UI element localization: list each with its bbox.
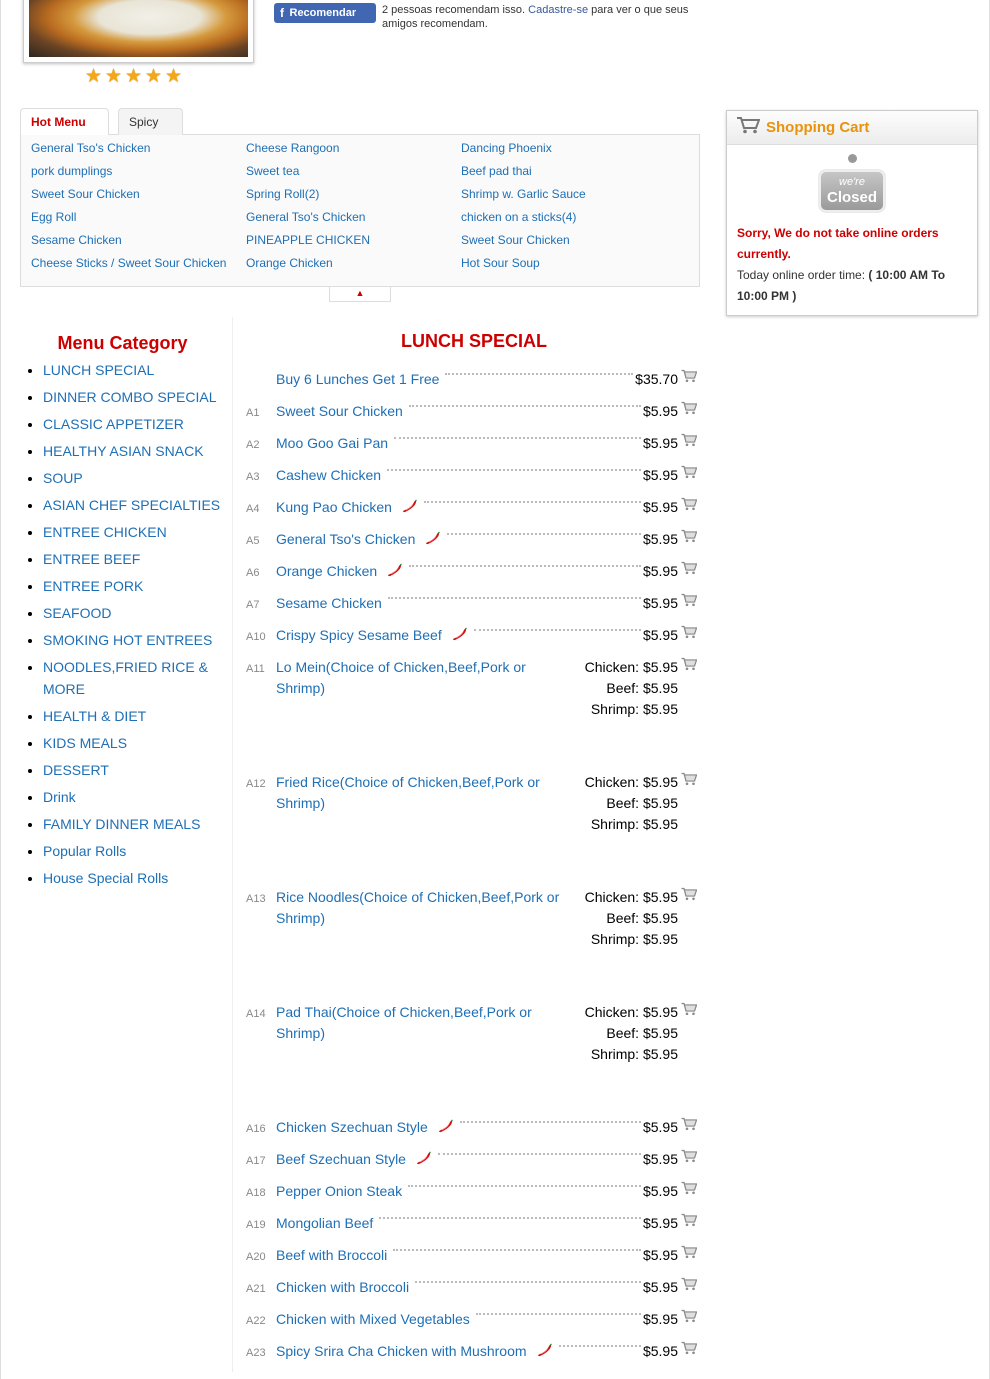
item-name: Mongolian Beef bbox=[276, 1215, 374, 1231]
item-code: A20 bbox=[246, 1251, 266, 1263]
add-to-cart-icon[interactable] bbox=[681, 625, 697, 639]
shopping-cart-icon bbox=[736, 116, 760, 139]
item-code: A5 bbox=[246, 535, 260, 547]
item-name-link[interactable] bbox=[276, 529, 447, 550]
category-list-item bbox=[43, 759, 228, 781]
hot-menu-item[interactable]: Orange Chicken bbox=[246, 256, 333, 270]
star-icon[interactable]: ★ bbox=[125, 66, 143, 87]
category-link[interactable]: SMOKING HOT ENTREES bbox=[43, 632, 213, 648]
menu-item-row bbox=[244, 882, 700, 997]
item-name: Chicken with Mixed Vegetables bbox=[276, 1311, 470, 1327]
item-price: $5.95 bbox=[641, 1277, 678, 1298]
category-link[interactable]: House Special Rolls bbox=[43, 870, 169, 886]
category-list-item bbox=[43, 467, 228, 489]
hot-menu-item[interactable]: chicken on a sticks(4) bbox=[461, 210, 577, 224]
item-code: A1 bbox=[246, 407, 260, 419]
add-to-cart-icon[interactable] bbox=[681, 772, 697, 786]
hot-menu-item[interactable]: pork dumplings bbox=[31, 164, 113, 178]
add-to-cart-icon[interactable] bbox=[681, 593, 697, 607]
item-name: Sesame Chicken bbox=[276, 595, 382, 611]
item-name-link[interactable] bbox=[276, 401, 409, 422]
dot-leader bbox=[460, 1121, 641, 1123]
menu-item-row bbox=[244, 556, 700, 588]
item-name-link[interactable] bbox=[276, 625, 474, 646]
menu-item-row bbox=[244, 1112, 700, 1144]
hot-menu-item[interactable]: Sweet tea bbox=[246, 164, 300, 178]
hot-menu-item[interactable]: Cheese Rangoon bbox=[246, 141, 340, 155]
item-price-option: Beef: $5.95 bbox=[606, 795, 678, 811]
category-list-item bbox=[43, 359, 228, 381]
category-link[interactable]: SEAFOOD bbox=[43, 605, 112, 621]
item-name: Sweet Sour Chicken bbox=[276, 403, 403, 419]
item-name-link[interactable] bbox=[276, 497, 424, 518]
chili-pepper-icon bbox=[416, 1150, 432, 1164]
collapse-button[interactable] bbox=[329, 287, 391, 302]
category-list-item bbox=[43, 867, 228, 889]
hot-menu-item[interactable]: Cheese Sticks / Sweet Sour Chicken bbox=[31, 256, 227, 270]
item-price bbox=[568, 887, 678, 950]
category-link[interactable]: CLASSIC APPETIZER bbox=[43, 416, 184, 432]
dot-leader bbox=[387, 469, 641, 471]
item-price: $5.95 bbox=[641, 529, 678, 550]
category-list-item bbox=[43, 575, 228, 597]
add-to-cart-icon[interactable] bbox=[681, 1149, 697, 1163]
add-to-cart-icon[interactable] bbox=[681, 1277, 697, 1291]
item-price: $5.95 bbox=[641, 593, 678, 614]
category-list-item bbox=[43, 732, 228, 754]
item-name: Buy 6 Lunches Get 1 Free bbox=[276, 371, 440, 387]
item-name-link[interactable] bbox=[276, 433, 394, 454]
chili-pepper-icon bbox=[387, 562, 403, 576]
dot-leader bbox=[445, 373, 633, 375]
hot-menu-item[interactable]: General Tso's Chicken bbox=[246, 210, 366, 224]
dot-leader bbox=[415, 1281, 641, 1283]
item-price bbox=[568, 657, 678, 720]
category-list-item bbox=[43, 840, 228, 862]
category-link[interactable]: HEALTHY ASIAN SNACK bbox=[43, 443, 204, 459]
facebook-icon: f bbox=[280, 6, 284, 20]
item-price: $5.95 bbox=[641, 561, 678, 582]
hot-menu-item[interactable]: Dancing Phoenix bbox=[461, 141, 552, 155]
chili-pepper-icon bbox=[438, 1118, 454, 1132]
facebook-recommend bbox=[274, 3, 704, 31]
category-link[interactable]: HEALTH & DIET bbox=[43, 708, 147, 724]
item-price-option: Shrimp: $5.95 bbox=[590, 701, 678, 717]
item-name-link[interactable] bbox=[276, 1341, 559, 1362]
item-code: A23 bbox=[246, 1347, 266, 1359]
tab-hot-menu-label: Hot Menu bbox=[31, 115, 86, 129]
item-name-link[interactable] bbox=[276, 369, 445, 390]
category-link[interactable]: ENTREE CHICKEN bbox=[43, 524, 167, 540]
menu-category-list bbox=[43, 359, 228, 894]
item-name: Rice Noodles(Choice of Chicken,Beef,Pork or Shrimp) bbox=[276, 889, 560, 926]
fb-count-text: 2 pessoas recomendam isso. bbox=[382, 4, 526, 16]
category-link[interactable]: Popular Rolls bbox=[43, 843, 127, 859]
hot-menu-item[interactable]: Sweet Sour Chicken bbox=[31, 187, 140, 201]
item-name-link[interactable] bbox=[276, 465, 387, 486]
hot-menu-item[interactable]: Egg Roll bbox=[31, 210, 77, 224]
sign-board bbox=[819, 170, 885, 212]
category-link[interactable]: NOODLES,FRIED RICE & MORE bbox=[43, 659, 208, 697]
category-list-item bbox=[43, 786, 228, 808]
menu-item-row bbox=[244, 1304, 700, 1336]
item-code: A6 bbox=[246, 567, 260, 579]
menu-category-title: Menu Category bbox=[57, 333, 188, 353]
hot-menu-item[interactable]: PINEAPPLE CHICKEN bbox=[246, 233, 371, 247]
category-link[interactable]: ENTREE PORK bbox=[43, 578, 144, 594]
section-title: LUNCH SPECIAL bbox=[400, 331, 547, 351]
dot-leader bbox=[394, 437, 641, 439]
item-price: $5.95 bbox=[641, 1245, 678, 1266]
order-time-label: Today online order time: bbox=[737, 268, 866, 282]
item-code: A13 bbox=[246, 893, 266, 905]
hot-menu-item[interactable]: Sweet Sour Chicken bbox=[461, 233, 570, 247]
order-time bbox=[737, 265, 973, 307]
dot-leader bbox=[379, 1217, 641, 1219]
menu-item-row bbox=[244, 1208, 700, 1240]
item-name-link[interactable] bbox=[276, 1245, 393, 1266]
category-list-item bbox=[43, 602, 228, 624]
category-list-item bbox=[43, 629, 228, 651]
menu-category-sidebar bbox=[20, 317, 233, 1372]
item-code: A12 bbox=[246, 778, 266, 790]
menu-item-row bbox=[244, 997, 700, 1112]
add-to-cart-icon[interactable] bbox=[681, 401, 697, 415]
category-link[interactable]: DESSERT bbox=[43, 762, 109, 778]
item-name-link[interactable] bbox=[276, 772, 576, 814]
menu-item-row bbox=[244, 524, 700, 556]
hot-menu-item[interactable]: Spring Roll(2) bbox=[246, 187, 320, 201]
menu-item-row bbox=[244, 492, 700, 524]
dish-photo bbox=[29, 0, 248, 57]
dot-leader bbox=[476, 1313, 641, 1315]
item-price: $5.95 bbox=[641, 433, 678, 454]
item-name-link[interactable] bbox=[276, 1117, 460, 1138]
item-code: A19 bbox=[246, 1219, 266, 1231]
item-price: $5.95 bbox=[641, 497, 678, 518]
item-price: $5.95 bbox=[641, 1181, 678, 1202]
item-code: A17 bbox=[246, 1155, 266, 1167]
chili-pepper-icon bbox=[425, 530, 441, 544]
hot-menu-item[interactable]: General Tso's Chicken bbox=[31, 141, 151, 155]
item-price-option: Shrimp: $5.95 bbox=[590, 931, 678, 947]
item-price bbox=[568, 772, 678, 835]
dot-leader bbox=[559, 1345, 641, 1347]
item-name: Beef with Broccoli bbox=[276, 1247, 388, 1263]
item-name-link[interactable] bbox=[276, 1309, 476, 1330]
item-name: Chicken with Broccoli bbox=[276, 1279, 410, 1295]
category-link[interactable]: LUNCH SPECIAL bbox=[43, 362, 155, 378]
tab-hot-menu[interactable] bbox=[20, 108, 109, 136]
item-price-option: Chicken: $5.95 bbox=[584, 1004, 678, 1020]
item-code: A14 bbox=[246, 1008, 266, 1020]
item-price: $5.95 bbox=[641, 1309, 678, 1330]
chili-pepper-icon bbox=[452, 626, 468, 640]
dot-leader bbox=[438, 1153, 641, 1155]
dot-leader bbox=[424, 501, 641, 503]
hot-menu-grid bbox=[31, 141, 676, 279]
category-link[interactable]: KIDS MEALS bbox=[43, 735, 128, 751]
star-icon[interactable]: ★ bbox=[105, 66, 123, 87]
item-price-option: Chicken: $5.95 bbox=[584, 659, 678, 675]
fb-recommend-text bbox=[382, 3, 702, 31]
item-name: Moo Goo Gai Pan bbox=[276, 435, 389, 451]
menu-item-row bbox=[244, 1272, 700, 1304]
hot-menu-item[interactable]: Shrimp w. Garlic Sauce bbox=[461, 187, 586, 201]
fb-signup-link[interactable]: Cadastre-se bbox=[528, 4, 589, 16]
item-name: General Tso's Chicken bbox=[276, 531, 416, 547]
hot-menu-panel bbox=[20, 135, 700, 287]
item-name-link[interactable] bbox=[276, 1277, 415, 1298]
add-to-cart-icon[interactable] bbox=[681, 1002, 697, 1016]
item-name-link[interactable] bbox=[276, 561, 409, 582]
item-name: Fried Rice(Choice of Chicken,Beef,Pork or Shrimp) bbox=[276, 774, 540, 811]
item-name: Chicken Szechuan Style bbox=[276, 1119, 428, 1135]
item-code: A22 bbox=[246, 1315, 266, 1327]
add-to-cart-icon[interactable] bbox=[681, 887, 697, 901]
item-price: $5.95 bbox=[641, 1341, 678, 1362]
item-name-link[interactable] bbox=[276, 1149, 438, 1170]
lunch-special-list bbox=[244, 364, 700, 1368]
item-price: $5.95 bbox=[641, 1149, 678, 1170]
item-code: A11 bbox=[246, 663, 265, 675]
menu-item-row bbox=[244, 652, 700, 767]
menu-item-row bbox=[244, 1336, 700, 1368]
item-code: A4 bbox=[246, 503, 260, 515]
category-list-item bbox=[43, 813, 228, 835]
category-list-item bbox=[43, 440, 228, 462]
hot-menu-item[interactable]: Hot Sour Soup bbox=[461, 256, 540, 270]
star-icon[interactable]: ★ bbox=[85, 66, 103, 87]
item-price: $5.95 bbox=[641, 1213, 678, 1234]
category-list-item bbox=[43, 494, 228, 516]
category-list-item bbox=[43, 521, 228, 543]
item-name: Lo Mein(Choice of Chicken,Beef,Pork or Shrimp) bbox=[276, 659, 526, 696]
item-name: Beef Szechuan Style bbox=[276, 1151, 406, 1167]
item-code: A16 bbox=[246, 1123, 266, 1135]
menu-item-row bbox=[244, 364, 700, 396]
item-price: $5.95 bbox=[641, 625, 678, 646]
menu-item-row bbox=[244, 1144, 700, 1176]
order-time-value: ( 10:00 AM To 10:00 PM ) bbox=[737, 268, 946, 303]
add-to-cart-icon[interactable] bbox=[681, 561, 697, 575]
add-to-cart-icon[interactable] bbox=[681, 1309, 697, 1323]
category-list-item bbox=[43, 548, 228, 570]
sign-nail bbox=[848, 154, 857, 163]
item-code: A10 bbox=[246, 631, 266, 643]
item-name: Kung Pao Chicken bbox=[276, 499, 392, 515]
category-list-item bbox=[43, 413, 228, 435]
menu-item-row bbox=[244, 588, 700, 620]
add-to-cart-icon[interactable] bbox=[681, 433, 697, 447]
chili-pepper-icon bbox=[537, 1342, 553, 1356]
category-link[interactable]: ENTREE BEEF bbox=[43, 551, 141, 567]
add-to-cart-icon[interactable] bbox=[681, 657, 697, 671]
star-icon[interactable]: ★ bbox=[165, 66, 183, 87]
item-price-option: Beef: $5.95 bbox=[606, 1025, 678, 1041]
sign-line-1: we're bbox=[839, 176, 865, 188]
item-price: $5.95 bbox=[641, 1117, 678, 1138]
item-code: A7 bbox=[246, 599, 260, 611]
dot-leader bbox=[447, 533, 641, 535]
hot-menu-tabs bbox=[20, 108, 700, 135]
menu-item-row bbox=[244, 1240, 700, 1272]
menu-item-row bbox=[244, 620, 700, 652]
menu-item-row bbox=[244, 460, 700, 492]
tab-spicy-label: Spicy bbox=[129, 115, 159, 129]
item-price: $5.95 bbox=[641, 465, 678, 486]
item-code: A18 bbox=[246, 1187, 266, 1199]
dot-leader bbox=[409, 565, 641, 567]
item-name-link[interactable] bbox=[276, 657, 576, 699]
add-to-cart-icon[interactable] bbox=[681, 1213, 697, 1227]
caret-up-icon: ▲ bbox=[355, 288, 365, 298]
category-list-item bbox=[43, 656, 228, 700]
menu-item-row bbox=[244, 396, 700, 428]
menu-item-row bbox=[244, 1176, 700, 1208]
item-code: A3 bbox=[246, 471, 260, 483]
dot-leader bbox=[388, 597, 641, 599]
dot-leader bbox=[408, 1185, 641, 1187]
item-price-option: Shrimp: $5.95 bbox=[590, 1046, 678, 1062]
category-link[interactable]: FAMILY DINNER MEALS bbox=[43, 816, 201, 832]
add-to-cart-icon[interactable] bbox=[681, 1341, 697, 1355]
item-name-link[interactable] bbox=[276, 1002, 576, 1044]
fb-recommend-button[interactable] bbox=[274, 3, 376, 23]
add-to-cart-icon[interactable] bbox=[681, 465, 697, 479]
add-to-cart-icon[interactable] bbox=[681, 1117, 697, 1131]
item-price-option: Chicken: $5.95 bbox=[584, 774, 678, 790]
dish-photo-frame bbox=[23, 0, 254, 63]
item-price: $35.70 bbox=[633, 369, 678, 390]
item-name-link[interactable] bbox=[276, 593, 388, 614]
item-price: $5.95 bbox=[641, 401, 678, 422]
item-code: A21 bbox=[246, 1283, 266, 1295]
category-link[interactable]: DINNER COMBO SPECIAL bbox=[43, 389, 217, 405]
sign-line-2: Closed bbox=[826, 189, 877, 206]
closed-message: Sorry, We do not take online orders currently. bbox=[737, 226, 939, 261]
fb-suffix-text: para ver o que seus amigos recomendam. bbox=[382, 4, 689, 30]
chili-pepper-icon bbox=[402, 498, 418, 512]
fb-recommend-label: Recomendar bbox=[289, 7, 357, 19]
item-price-option: Shrimp: $5.95 bbox=[590, 816, 678, 832]
shopping-cart-header bbox=[727, 111, 977, 145]
item-name: Orange Chicken bbox=[276, 563, 378, 579]
add-to-cart-icon[interactable] bbox=[681, 1245, 697, 1259]
item-name: Spicy Srira Cha Chicken with Mushroom bbox=[276, 1343, 527, 1359]
item-price-option: Chicken: $5.95 bbox=[584, 889, 678, 905]
menu-item-row bbox=[244, 428, 700, 460]
item-price-option: Beef: $5.95 bbox=[606, 680, 678, 696]
shopping-cart-panel bbox=[726, 110, 978, 316]
shopping-cart-title: Shopping Cart bbox=[766, 119, 870, 136]
hot-menu-item[interactable]: Beef pad thai bbox=[461, 164, 532, 178]
item-name: Cashew Chicken bbox=[276, 467, 382, 483]
add-to-cart-icon[interactable] bbox=[681, 497, 697, 511]
dot-leader bbox=[474, 629, 641, 631]
item-price bbox=[568, 1002, 678, 1065]
item-name-link[interactable] bbox=[276, 1181, 408, 1202]
category-list-item bbox=[43, 705, 228, 727]
category-link[interactable]: Drink bbox=[43, 789, 76, 805]
category-list-item bbox=[43, 386, 228, 408]
dot-leader bbox=[409, 405, 641, 407]
dot-leader bbox=[393, 1249, 641, 1251]
item-name: Pad Thai(Choice of Chicken,Beef,Pork or Shrimp) bbox=[276, 1004, 532, 1041]
closed-sign bbox=[819, 154, 885, 211]
rating-stars bbox=[85, 68, 183, 86]
star-icon[interactable]: ★ bbox=[145, 66, 163, 87]
item-name-link[interactable] bbox=[276, 887, 576, 929]
add-to-cart-icon[interactable] bbox=[681, 529, 697, 543]
item-name-link[interactable] bbox=[276, 1213, 379, 1234]
hot-menu-item[interactable]: Sesame Chicken bbox=[31, 233, 122, 247]
add-to-cart-icon[interactable] bbox=[681, 1181, 697, 1195]
category-link[interactable]: SOUP bbox=[43, 470, 83, 486]
item-code: A2 bbox=[246, 439, 260, 451]
item-name: Pepper Onion Steak bbox=[276, 1183, 403, 1199]
item-name: Crispy Spicy Sesame Beef bbox=[276, 627, 442, 643]
add-to-cart-icon[interactable] bbox=[681, 369, 697, 383]
item-price-option: Beef: $5.95 bbox=[606, 910, 678, 926]
menu-item-row bbox=[244, 767, 700, 882]
category-link[interactable]: ASIAN CHEF SPECIALTIES bbox=[43, 497, 221, 513]
tab-spicy[interactable] bbox=[118, 108, 183, 135]
